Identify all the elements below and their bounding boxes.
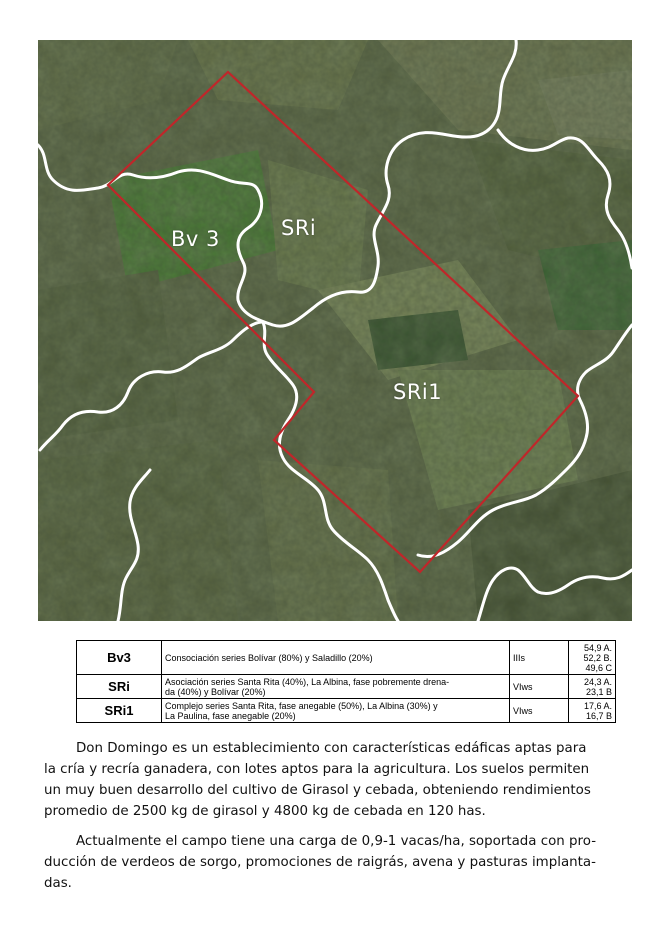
soil-description: Consociación series Bolívar (80%) y Saladillo (20%) [162, 641, 510, 675]
text-line: Don Domingo es un establecimiento con características edáficas aptas para [76, 741, 587, 756]
soil-units-table [76, 640, 616, 723]
capability-class: IIIs [510, 641, 569, 675]
productivity-index: 54,9 A. 52,2 B. 49,6 C [569, 641, 616, 675]
text-line: un muy buen desarrollo del cultivo de Girasol y cebada, obteniendo rendimientos [44, 783, 591, 798]
productivity-index: 24,3 A. 23,1 B [569, 675, 616, 699]
table-row [77, 641, 616, 675]
paragraph-stocking [44, 831, 624, 894]
soil-code: SRi [77, 675, 162, 699]
paragraph-description [44, 738, 624, 822]
map-label-bv3: Bv 3 [171, 227, 220, 251]
productivity-index: 17,6 A. 16,7 B [569, 699, 616, 723]
soil-description: Complejo series Santa Rita, fase anegable (50%), La Albina (30%) y La Paulina, fase anegable (20%) [162, 699, 510, 723]
table-row [77, 699, 616, 723]
satellite-map [38, 40, 632, 621]
text-line: das. [44, 876, 72, 891]
satellite-image [38, 40, 632, 621]
map-label-sri: SRi [281, 216, 317, 240]
text-line: Actualmente el campo tiene una carga de 0,9-1 vacas/ha, soportada con pro- [76, 834, 597, 849]
map-label-sri1: SRi1 [393, 380, 443, 404]
capability-class: VIws [510, 699, 569, 723]
text-line: la cría y recría ganadera, con lotes aptos para la agricultura. Los suelos permiten [44, 762, 590, 777]
text-line: ducción de verdeos de sorgo, promociones de raigrás, avena y pasturas implanta- [44, 855, 596, 870]
soil-code: SRi1 [77, 699, 162, 723]
soil-description: Asociación series Santa Rita (40%), La Albina, fase pobremente drena- da (40%) y Bolívar (20%) [162, 675, 510, 699]
soil-code: Bv3 [77, 641, 162, 675]
table-row [77, 675, 616, 699]
capability-class: VIws [510, 675, 569, 699]
text-line: promedio de 2500 kg de girasol y 4800 kg de cebada en 120 has. [44, 804, 486, 819]
